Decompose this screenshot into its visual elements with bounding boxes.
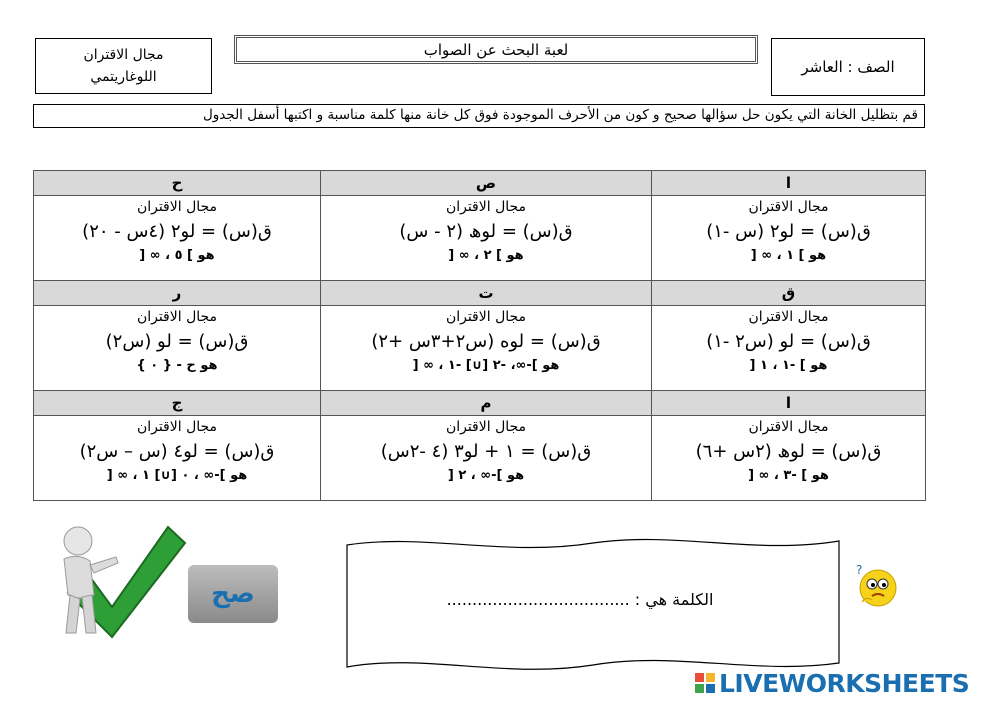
cell-label: مجال الاقتران: [445, 309, 527, 325]
question-cell[interactable]: [321, 306, 652, 391]
topic-box: [35, 38, 212, 94]
letter-cell: ا: [652, 171, 926, 196]
cell-domain: هو ]-∞ ، ٢ [: [447, 468, 525, 483]
question-cell[interactable]: [321, 196, 652, 281]
sah-logo: [188, 565, 278, 623]
instructions-text: قم بتظليل الخانة التي يكون حل سؤالها صحيح و كون من الأحرف الموجودة فوق كل خانة منها كلمة مناسبة و اكتبها أسفل الجدول: [202, 107, 918, 123]
thinking-face-icon: [852, 562, 900, 610]
cell-label: مجال الاقتران: [445, 199, 527, 215]
cell-label: مجال الاقتران: [748, 199, 829, 215]
cell-domain: هو ] ١ ، ∞ [: [750, 248, 827, 263]
cell-label: مجال الاقتران: [748, 309, 829, 325]
question-row: [34, 196, 926, 281]
cell-formula: ق(س) = لو (س٢): [105, 331, 249, 352]
topic-line-2: اللوغاريتمي: [90, 69, 157, 85]
letter-cell: ق: [652, 281, 926, 306]
cell-label: مجال الاقتران: [136, 309, 218, 325]
cell-domain: هو ] -١ ، ١ [: [749, 358, 828, 373]
question-cell[interactable]: [652, 196, 926, 281]
cell-label: مجال الاقتران: [445, 419, 527, 435]
question-cell[interactable]: [34, 196, 321, 281]
svg-text:?: ?: [856, 563, 863, 577]
checkmark-figure-icon: [50, 515, 190, 640]
answer-prompt[interactable]: الكلمة هي : ....................................: [446, 590, 714, 609]
grade-label: الصف : العاشر: [801, 58, 895, 76]
cell-domain: هو ]-∞، -٢ [∪] -١ ، ∞ [: [412, 358, 560, 373]
puzzle-table: [33, 170, 926, 501]
letter-cell: ر: [34, 281, 321, 306]
cell-formula: ق(س) = لو٢ (س -١): [706, 221, 871, 242]
letter-cell: ص: [321, 171, 652, 196]
letter-row: [34, 281, 926, 306]
question-cell[interactable]: [652, 416, 926, 501]
question-row: [34, 306, 926, 391]
cell-formula: ق(س) = لوه (س٢+٣س +٢): [371, 331, 601, 352]
cell-formula: ق(س) = ١ + لو٣ (٤ -٢س): [380, 441, 592, 462]
worksheet-title-box: [234, 35, 758, 64]
letter-row: [34, 171, 926, 196]
letter-cell: م: [321, 391, 652, 416]
cell-domain: هو ح - { ٠ }: [136, 358, 218, 373]
sah-logo-text: صح: [211, 579, 255, 609]
instructions-box: [33, 104, 925, 128]
grade-box: [771, 38, 925, 96]
question-row: [34, 416, 926, 501]
letter-row: [34, 391, 926, 416]
topic-line-1: مجال الاقتران: [83, 47, 164, 63]
cell-domain: هو ] -٣ ، ∞ [: [748, 468, 829, 483]
cell-domain: هو ] ٥ ، ∞ [: [139, 248, 215, 263]
letter-cell: ا: [652, 391, 926, 416]
question-cell[interactable]: [652, 306, 926, 391]
cell-formula: ق(س) = لو٢ (٤س - ٢٠): [82, 221, 272, 242]
cell-formula: ق(س) = لوھ (٢س +٦): [695, 441, 882, 462]
cell-domain: هو ]-∞ ، ٠ [∪] ١ ، ∞ [: [106, 468, 248, 483]
cell-formula: ق(س) = لو٤ (س – س٢): [79, 441, 275, 462]
question-cell[interactable]: [34, 306, 321, 391]
question-cell[interactable]: [34, 416, 321, 501]
cell-formula: ق(س) = لو (س٢ -١): [706, 331, 871, 352]
letter-cell: ح: [34, 171, 321, 196]
liveworksheets-blocks-icon: [695, 673, 715, 693]
cell-label: مجال الاقتران: [136, 199, 218, 215]
letter-cell: ج: [34, 391, 321, 416]
liveworksheets-logo: [695, 668, 969, 698]
cell-domain: هو ] ٢ ، ∞ [: [448, 248, 524, 263]
cell-label: مجال الاقتران: [748, 419, 829, 435]
worksheet-title: لعبة البحث عن الصواب: [423, 40, 569, 59]
question-cell[interactable]: [321, 416, 652, 501]
liveworksheets-text: LIVEWORKSHEETS: [719, 668, 970, 698]
cell-formula: ق(س) = لوھ (٢ - س): [399, 221, 573, 242]
letter-cell: ت: [321, 281, 652, 306]
cell-label: مجال الاقتران: [136, 419, 218, 435]
